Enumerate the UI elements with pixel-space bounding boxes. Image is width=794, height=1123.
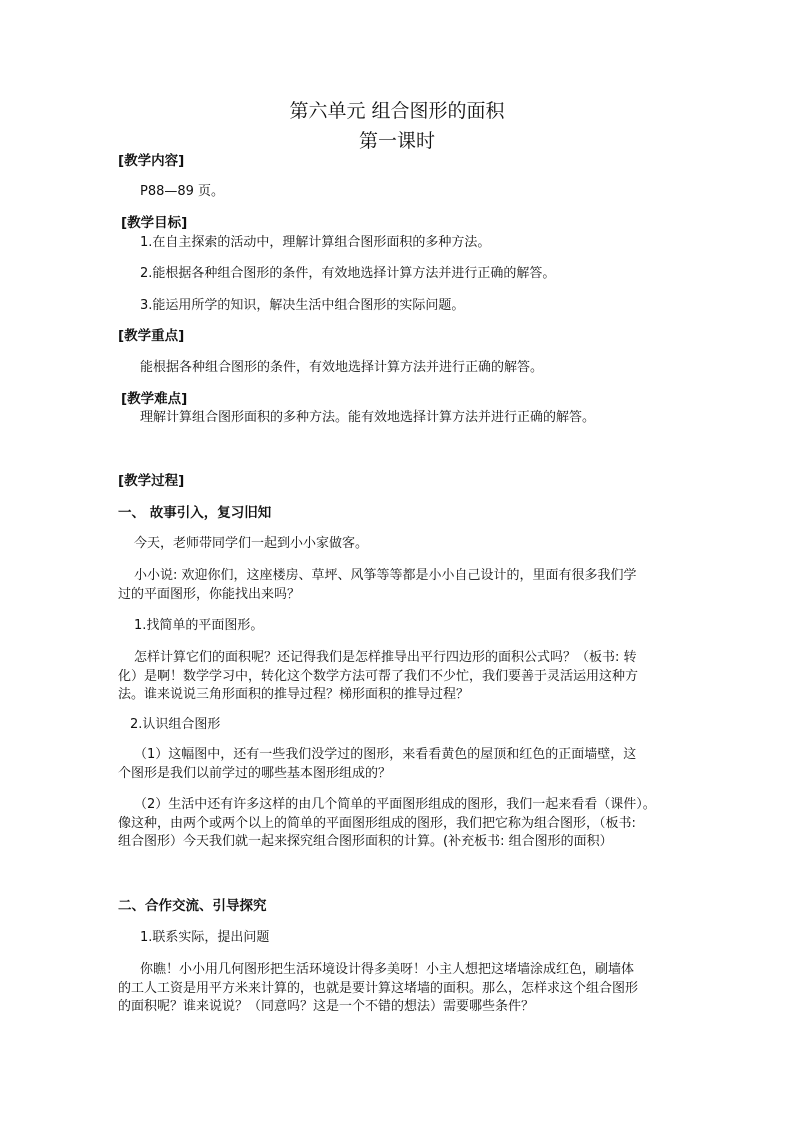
key-text: 能根据各种组合图形的条件，有效地选择计算方法并进行正确的解答。 [140,360,544,375]
paragraph-line: 你瞧！小小用几何图形把生活环境设计得多美呀！小主人想把这堵墙涂成红色，刷墙体 [140,962,635,977]
difficulty-text: 理解计算组合图形面积的多种方法。能有效地选择计算方法并进行正确的解答。 [140,410,596,425]
section-one-paragraph [118,649,700,705]
goal-item: 3.能运用所学的知识，解决生活中组合图形的实际问题。 [140,298,465,313]
section-two-item: 1.联系实际，提出问题 [140,930,270,945]
paragraph-line: 怎样计算它们的面积呢？还记得我们是怎样推导出平行四边形的面积公式吗？（板书: 转 [134,650,637,665]
paragraph-line: 的面积呢？谁来说说？（同意吗？这是一个不错的想法）需要哪些条件？ [118,999,535,1014]
section-one-heading: 一、 故事引入，复习旧知 [118,505,272,521]
paragraph-line: 个图形是我们以前学过的哪些基本图形组成的？ [118,765,392,781]
document-subtitle: 第一课时 [358,130,435,152]
section-one-paragraph [118,567,700,604]
section-two-paragraph [118,961,700,1017]
process-heading: [教学过程] [118,473,185,489]
paragraph-line: 法。谁来说说三角形面积的推导过程？梯形面积的推导过程？ [118,687,470,702]
paragraph-line: 的工人工资是用平方米来计算的，也就是要计算这堵墙的面积。那么，怎样求这个组合图形 [118,980,639,996]
difficulty-heading: [教学难点] [121,391,188,407]
goal-item: 2.能根据各种组合图形的条件，有效地选择计算方法并进行正确的解答。 [140,266,556,281]
paragraph-line: （1）这幅图中，还有一些我们没学过的图形，来看看黄色的屋顶和红色的正面墙壁，这 [134,747,637,762]
paragraph-line: 像这种，由两个或两个以上的简单的平面图形组成的图形，我们把它称为组合图形，（板书: [118,815,636,831]
paragraph-line: （2）生活中还有许多这样的由几个简单的平面图形组成的图形，我们一起来看看（课件）。 [134,797,656,812]
section-one-paragraph [118,796,700,852]
goals-heading: [教学目标] [121,215,188,231]
section-one-paragraph [118,746,700,783]
paragraph-line: 过的平面图形，你能找出来吗？ [118,586,301,602]
key-heading: [教学重点] [118,328,185,344]
content-text: P88—89 页。 [140,184,225,199]
document-title: 第六单元 组合图形的面积 [289,100,505,122]
paragraph-line: 小小说: 欢迎你们，这座楼房、草坪、风筝等等都是小小自己设计的，里面有很多我们学 [134,568,637,583]
paragraph-line: 化）是啊！数学学习中，转化这个数学方法可帮了我们不少忙，我们要善于灵活运用这种方 [118,668,639,684]
section-two-heading: 二、合作交流、引导探究 [118,898,267,914]
content-heading: [教学内容] [118,153,185,169]
section-one-paragraph: 今天，老师带同学们一起到小小家做客。 [134,536,369,551]
goal-item: 1.在自主探索的活动中，理解计算组合图形面积的多种方法。 [140,235,491,250]
section-one-item: 2.认识组合图形 [130,717,221,732]
paragraph-line: 组合图形）今天我们就一起来探究组合图形面积的计算。(补充板书: 组合图形的面积） [118,834,613,849]
section-one-item: 1.找简单的平面图形。 [134,618,264,633]
